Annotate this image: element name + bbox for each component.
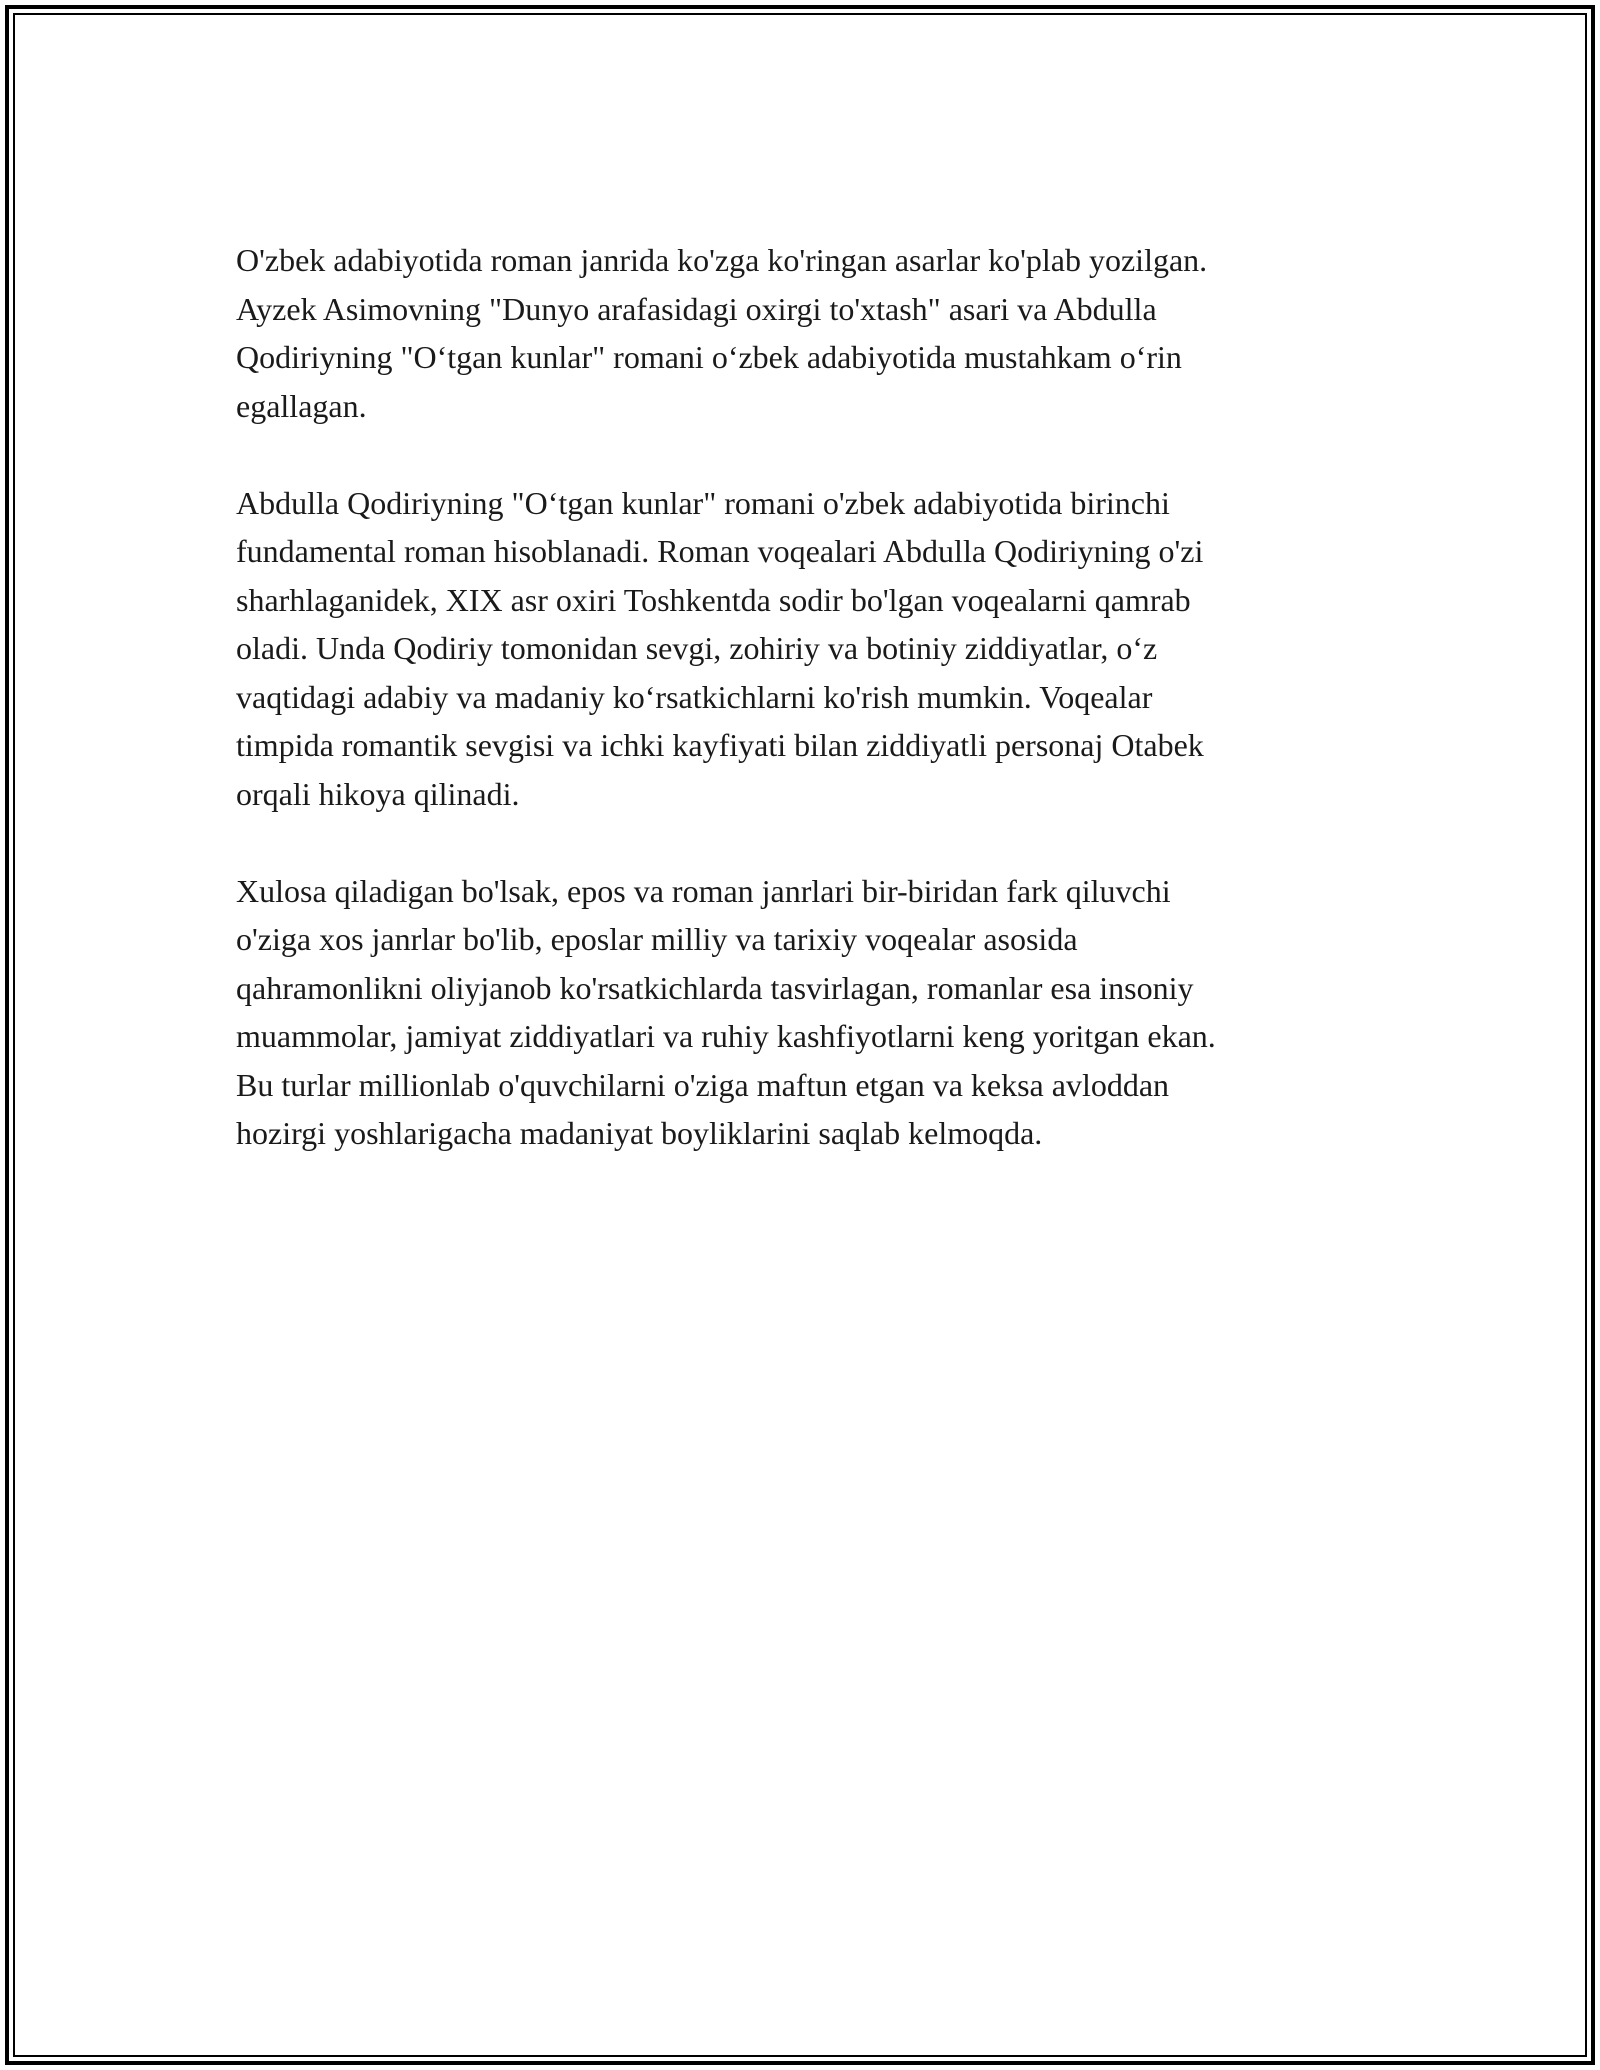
paragraph-2: Abdulla Qodiriyning "O‘tgan kunlar" romani o'zbek adabiyotida birinchi fundamental roman hisoblanadi. Roman voqealari Abdulla Qodiriyning o'zi sharhlaganidek, XIX asr oxiri Toshkentda sodir bo'lgan voqealarni qamrab oladi. Unda Qodiriy tomonidan sevgi, zohiriy va botiniy ziddiyatlar, o‘z vaqtidagi adabiy va madaniy ko‘rsatkichlarni ko'rish mumkin. Voqealar timpida romantik sevgisi va ichki kayfiyati bilan ziddiyatli personaj Otabek orqali hikoya qilinadi.	[236, 484, 1204, 812]
document-body	[236, 236, 1366, 1206]
paragraph-3: Xulosa qiladigan bo'lsak, epos va roman janrlari bir-biridan fark qiluvchi o'ziga xos janrlar bo'lib, eposlar milliy va tarixiy voqealar asosida qahramonlikni oliyjanob ko'rsatkichlarda tasvirlagan, romanlar esa insoniy muammolar, jamiyat ziddiyatlari va ruhiy kashfiyotlarni keng yoritgan ekan. Bu turlar millionlab o'quvchilarni o'ziga maftun etgan va keksa avloddan hozirgi yoshlarigacha madaniyat boyliklarini saqlab kelmoqda.	[236, 872, 1216, 1151]
paragraph-1: O'zbek adabiyotida roman janrida ko'zga ko'ringan asarlar ko'plab yozilgan. Ayzek Asimovning "Dunyo arafasidagi oxirgi to'xtash" asari va Abdulla Qodiriyning "O‘tgan kunlar" romani o‘zbek adabiyotida mustahkam o‘rin egallagan.	[236, 242, 1208, 424]
